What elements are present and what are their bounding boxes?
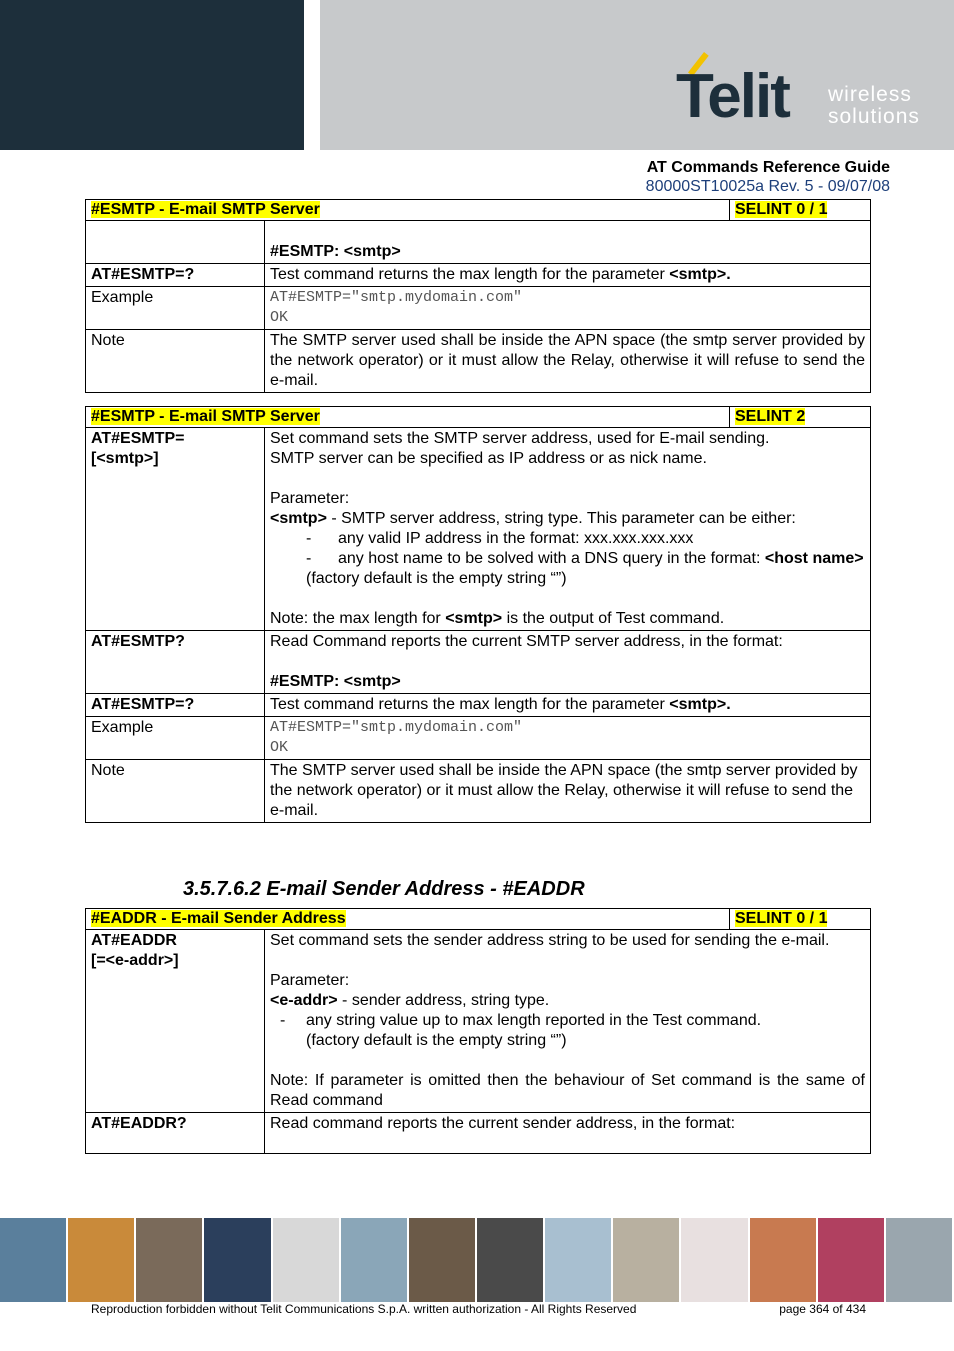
table-row: Example AT#ESMTP="smtp.mydomain.com" OK — [86, 287, 871, 330]
footer-photo-tile — [886, 1218, 954, 1302]
footer-photo-tile — [68, 1218, 136, 1302]
selint-badge: SELINT 0 / 1 — [735, 910, 828, 927]
table-title: #ESMTP - E-mail SMTP Server — [91, 408, 320, 425]
selint-badge: SELINT 0 / 1 — [735, 201, 828, 218]
telit-logo — [676, 52, 936, 134]
footer-photo-tile — [204, 1218, 272, 1302]
footer-copyright: Reproduction forbidden without Telit Communications S.p.A. written authorization - All Rights Reserved — [91, 1302, 637, 1316]
table-row: AT#EADDR [=<e-addr>] Set command sets the sender address string to be used for sending the e-mail. Parameter: <e-addr> - sender address, string type. - any string value up to max length reported in the Test command. (factory default is the empty string “”) Note: If parameter is omitted then the behaviour of Set command is the same of Read command — [86, 930, 871, 1113]
table-header-row — [86, 200, 871, 221]
table-row: AT#ESMTP=? Test command returns the max length for the parameter <smtp>. — [86, 694, 871, 717]
table-row: AT#ESMTP=? Test command returns the max length for the parameter <smtp>. — [86, 264, 871, 287]
selint-badge: SELINT 2 — [735, 408, 806, 425]
footer-photo-tile — [0, 1218, 68, 1302]
guide-revision: 80000ST10025a Rev. 5 - 09/07/08 — [645, 178, 890, 195]
command-cell: Example — [86, 287, 265, 330]
command-cell: AT#EADDR? — [86, 1113, 265, 1154]
command-cell: Note — [86, 330, 265, 393]
footer-photo-strip — [0, 1218, 954, 1302]
footer-photo-tile — [613, 1218, 681, 1302]
response-format: #ESMTP: <smtp> — [270, 243, 401, 260]
footer-photo-tile — [409, 1218, 477, 1302]
table-row — [86, 760, 871, 823]
footer-photo-tile — [681, 1218, 749, 1302]
table-row: AT#EADDR? Read command reports the current sender address, in the format: — [86, 1113, 871, 1154]
table-header-row — [86, 407, 871, 428]
table-row: AT#ESMTP= [<smtp>] Set command sets the SMTP server address, used for E-mail sending. SMTP server can be specified as IP address or as nick name. Parameter: <smtp> - SMTP server address, string type. This parameter can be either: - any valid IP address in the format: xxx.xxx.xxx.xxx - any host name to be solved with a DNS query in the format: <host name> (factory default is the empty string “”) Note: the max length for <smtp> is the output of Test command. — [86, 428, 871, 631]
footer-photo-tile — [818, 1218, 886, 1302]
esmtp-table-selint01 — [85, 199, 871, 393]
footer-photo-tile — [477, 1218, 545, 1302]
section-heading: 3.5.7.6.2 E-mail Sender Address - #EADDR — [183, 878, 585, 900]
page-number: page 364 of 434 — [779, 1302, 866, 1316]
guide-title: AT Commands Reference Guide — [646, 159, 890, 176]
table-title: #ESMTP - E-mail SMTP Server — [91, 201, 320, 218]
logo-tagline: wireless solutions — [828, 83, 920, 128]
table-row — [86, 221, 871, 264]
eaddr-table — [85, 908, 871, 1154]
footer-photo-tile — [750, 1218, 818, 1302]
table-header-row — [86, 909, 871, 930]
table-row — [86, 330, 871, 393]
response-format: #ESMTP: <smtp> — [270, 673, 401, 690]
command-cell: Example — [86, 717, 265, 760]
note-text: The SMTP server used shall be inside the APN space (the smtp server provided by the network operator) or it must allow the Relay, otherwise it will refuse to send the e-mail. — [265, 330, 871, 393]
command-cell: AT#ESMTP=? — [86, 694, 265, 717]
command-cell: AT#ESMTP= [<smtp>] — [86, 428, 265, 631]
footer-photo-tile — [545, 1218, 613, 1302]
esmtp-table-selint2 — [85, 406, 871, 823]
footer-photo-tile — [273, 1218, 341, 1302]
command-cell: AT#EADDR [=<e-addr>] — [86, 930, 265, 1113]
header-gray-panel — [320, 0, 954, 150]
table-title: #EADDR - E-mail Sender Address — [91, 910, 346, 927]
note-text: The SMTP server used shall be inside the APN space (the smtp server provided by the network operator) or it must allow the Relay, otherwise it will refuse to send the e-mail. — [265, 760, 871, 823]
command-cell: Note — [86, 760, 265, 823]
table-row: Example AT#ESMTP="smtp.mydomain.com" OK — [86, 717, 871, 760]
logo-wordmark: Telit — [676, 62, 789, 131]
footer-photo-tile — [136, 1218, 204, 1302]
table-row: AT#ESMTP? Read Command reports the current SMTP server address, in the format: #ESMTP: <smtp> — [86, 631, 871, 694]
footer-photo-tile — [341, 1218, 409, 1302]
command-cell: AT#ESMTP? — [86, 631, 265, 694]
command-cell: AT#ESMTP=? — [86, 264, 265, 287]
header-dark-panel — [0, 0, 304, 150]
